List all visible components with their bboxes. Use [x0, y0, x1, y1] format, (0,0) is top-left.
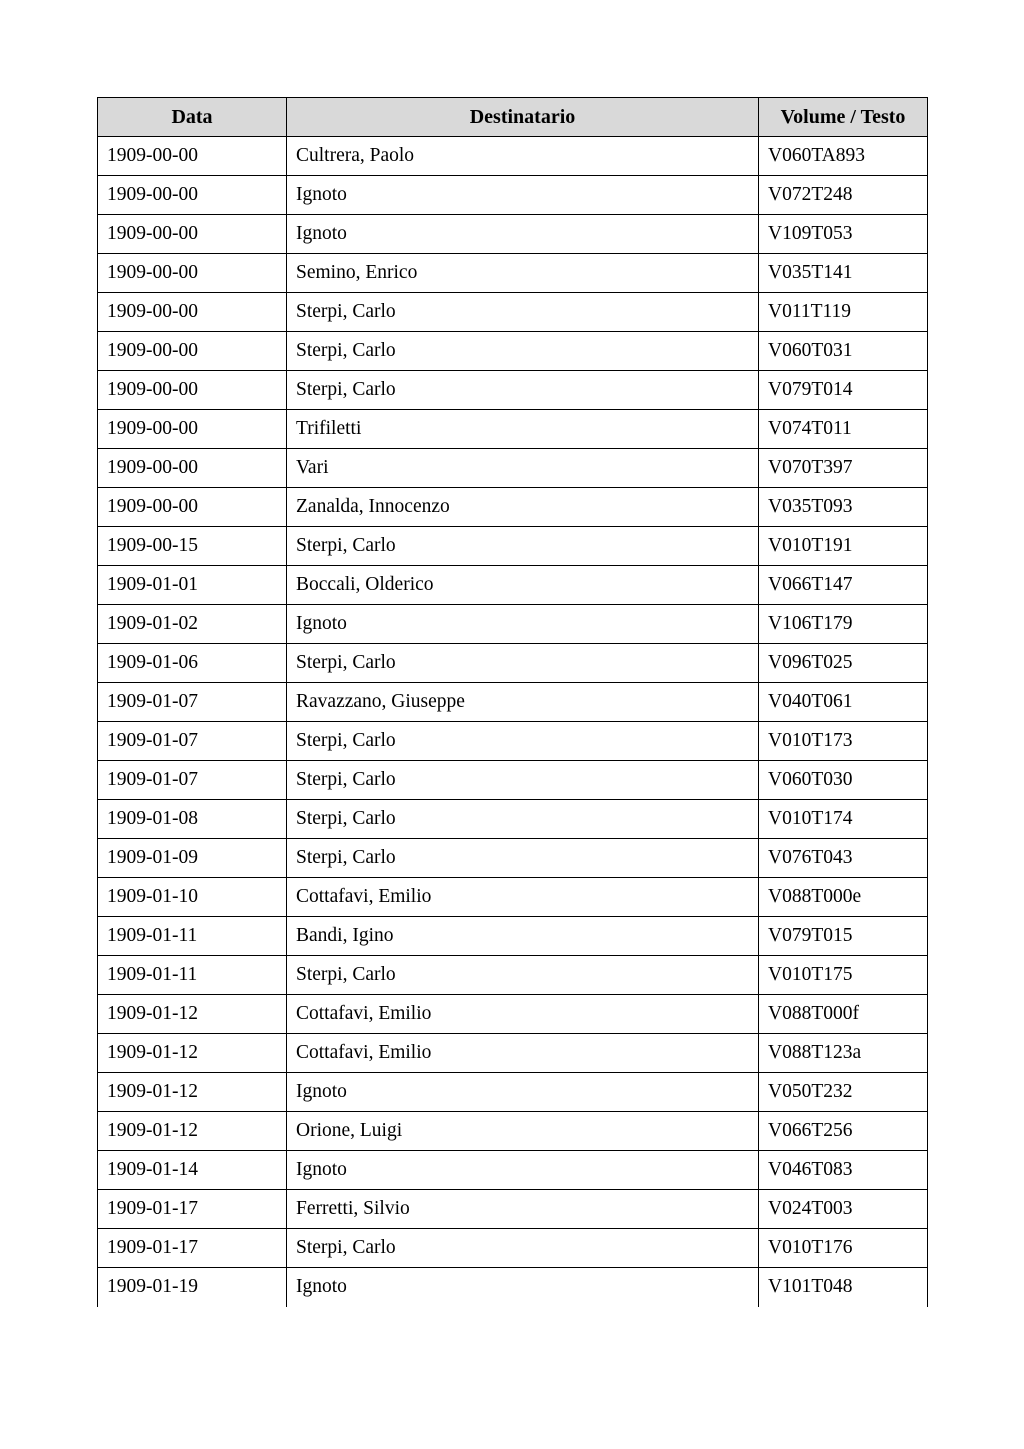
cell-data: 1909-01-01	[98, 566, 287, 605]
cell-volume-testo: V101T048	[759, 1268, 928, 1307]
cell-data: 1909-01-09	[98, 839, 287, 878]
table-row	[98, 293, 928, 332]
cell-destinatario: Orione, Luigi	[287, 1112, 759, 1151]
cell-destinatario: Bandi, Igino	[287, 917, 759, 956]
cell-volume-testo: V011T119	[759, 293, 928, 332]
table-row	[98, 1112, 928, 1151]
cell-data: 1909-00-00	[98, 488, 287, 527]
cell-destinatario: Sterpi, Carlo	[287, 644, 759, 683]
table-row	[98, 917, 928, 956]
table-row	[98, 215, 928, 254]
cell-volume-testo: V072T248	[759, 176, 928, 215]
cell-volume-testo: V046T083	[759, 1151, 928, 1190]
cell-volume-testo: V074T011	[759, 410, 928, 449]
cell-volume-testo: V088T000e	[759, 878, 928, 917]
cell-volume-testo: V010T191	[759, 527, 928, 566]
cell-data: 1909-01-17	[98, 1190, 287, 1229]
cell-destinatario: Ferretti, Silvio	[287, 1190, 759, 1229]
cell-destinatario: Sterpi, Carlo	[287, 761, 759, 800]
cell-destinatario: Sterpi, Carlo	[287, 332, 759, 371]
cell-data: 1909-00-00	[98, 332, 287, 371]
table-row	[98, 449, 928, 488]
cell-data: 1909-01-11	[98, 956, 287, 995]
table-header	[98, 98, 928, 137]
cell-volume-testo: V024T003	[759, 1190, 928, 1229]
table-row	[98, 566, 928, 605]
cell-data: 1909-00-00	[98, 293, 287, 332]
header-row	[98, 98, 928, 137]
cell-data: 1909-01-11	[98, 917, 287, 956]
cell-data: 1909-01-17	[98, 1229, 287, 1268]
cell-data: 1909-01-08	[98, 800, 287, 839]
cell-volume-testo: V088T123a	[759, 1034, 928, 1073]
cell-volume-testo: V060T031	[759, 332, 928, 371]
table-row	[98, 1190, 928, 1229]
cell-destinatario: Sterpi, Carlo	[287, 956, 759, 995]
cell-volume-testo: V010T176	[759, 1229, 928, 1268]
cell-data: 1909-00-15	[98, 527, 287, 566]
cell-data: 1909-00-00	[98, 176, 287, 215]
cell-data: 1909-01-07	[98, 761, 287, 800]
table-row	[98, 176, 928, 215]
table-row	[98, 137, 928, 176]
cell-data: 1909-00-00	[98, 371, 287, 410]
cell-volume-testo: V076T043	[759, 839, 928, 878]
cell-destinatario: Ignoto	[287, 1073, 759, 1112]
cell-volume-testo: V035T093	[759, 488, 928, 527]
table-row	[98, 761, 928, 800]
cell-data: 1909-01-19	[98, 1268, 287, 1307]
table-row	[98, 878, 928, 917]
cell-volume-testo: V079T014	[759, 371, 928, 410]
table-row	[98, 956, 928, 995]
cell-volume-testo: V050T232	[759, 1073, 928, 1112]
cell-data: 1909-00-00	[98, 254, 287, 293]
table-row	[98, 995, 928, 1034]
table-row	[98, 410, 928, 449]
cell-volume-testo: V088T000f	[759, 995, 928, 1034]
cell-volume-testo: V010T175	[759, 956, 928, 995]
table-row	[98, 1229, 928, 1268]
cell-data: 1909-01-06	[98, 644, 287, 683]
table-row	[98, 644, 928, 683]
cell-destinatario: Sterpi, Carlo	[287, 371, 759, 410]
cell-data: 1909-01-02	[98, 605, 287, 644]
cell-volume-testo: V060TA893	[759, 137, 928, 176]
cell-destinatario: Ignoto	[287, 1268, 759, 1307]
table-row	[98, 332, 928, 371]
cell-volume-testo: V066T256	[759, 1112, 928, 1151]
table-row	[98, 683, 928, 722]
cell-volume-testo: V079T015	[759, 917, 928, 956]
cell-volume-testo: V070T397	[759, 449, 928, 488]
cell-destinatario: Sterpi, Carlo	[287, 527, 759, 566]
cell-destinatario: Vari	[287, 449, 759, 488]
cell-volume-testo: V035T141	[759, 254, 928, 293]
cell-data: 1909-01-14	[98, 1151, 287, 1190]
cell-data: 1909-00-00	[98, 410, 287, 449]
cell-data: 1909-00-00	[98, 137, 287, 176]
cell-data: 1909-00-00	[98, 449, 287, 488]
column-header-data: Data	[98, 98, 287, 137]
cell-destinatario: Ignoto	[287, 1151, 759, 1190]
cell-volume-testo: V096T025	[759, 644, 928, 683]
cell-volume-testo: V066T147	[759, 566, 928, 605]
table-row	[98, 605, 928, 644]
table-row	[98, 1151, 928, 1190]
table-row	[98, 1034, 928, 1073]
table-row	[98, 527, 928, 566]
cell-destinatario: Sterpi, Carlo	[287, 293, 759, 332]
cell-volume-testo: V109T053	[759, 215, 928, 254]
column-header-volume-testo: Volume / Testo	[759, 98, 928, 137]
cell-destinatario: Sterpi, Carlo	[287, 839, 759, 878]
cell-destinatario: Cottafavi, Emilio	[287, 995, 759, 1034]
table-row	[98, 371, 928, 410]
cell-data: 1909-01-07	[98, 722, 287, 761]
cell-destinatario: Sterpi, Carlo	[287, 800, 759, 839]
cell-destinatario: Zanalda, Innocenzo	[287, 488, 759, 527]
cell-data: 1909-01-07	[98, 683, 287, 722]
table-row	[98, 254, 928, 293]
table-row	[98, 722, 928, 761]
cell-data: 1909-01-12	[98, 1073, 287, 1112]
cell-data: 1909-01-12	[98, 1112, 287, 1151]
table-row	[98, 488, 928, 527]
cell-volume-testo: V106T179	[759, 605, 928, 644]
table-row	[98, 1268, 928, 1307]
cell-data: 1909-00-00	[98, 215, 287, 254]
table-body	[98, 137, 928, 1307]
cell-volume-testo: V010T174	[759, 800, 928, 839]
cell-destinatario: Cultrera, Paolo	[287, 137, 759, 176]
cell-destinatario: Cottafavi, Emilio	[287, 1034, 759, 1073]
cell-destinatario: Ravazzano, Giuseppe	[287, 683, 759, 722]
cell-destinatario: Sterpi, Carlo	[287, 1229, 759, 1268]
table-row	[98, 800, 928, 839]
letters-register-table	[97, 97, 928, 1307]
cell-destinatario: Trifiletti	[287, 410, 759, 449]
table-row	[98, 839, 928, 878]
cell-destinatario: Semino, Enrico	[287, 254, 759, 293]
cell-destinatario: Cottafavi, Emilio	[287, 878, 759, 917]
cell-destinatario: Ignoto	[287, 605, 759, 644]
cell-data: 1909-01-12	[98, 995, 287, 1034]
cell-destinatario: Sterpi, Carlo	[287, 722, 759, 761]
cell-data: 1909-01-12	[98, 1034, 287, 1073]
column-header-destinatario: Destinatario	[287, 98, 759, 137]
cell-destinatario: Ignoto	[287, 215, 759, 254]
cell-destinatario: Ignoto	[287, 176, 759, 215]
cell-data: 1909-01-10	[98, 878, 287, 917]
cell-volume-testo: V010T173	[759, 722, 928, 761]
table-row	[98, 1073, 928, 1112]
cell-volume-testo: V040T061	[759, 683, 928, 722]
cell-volume-testo: V060T030	[759, 761, 928, 800]
cell-destinatario: Boccali, Olderico	[287, 566, 759, 605]
